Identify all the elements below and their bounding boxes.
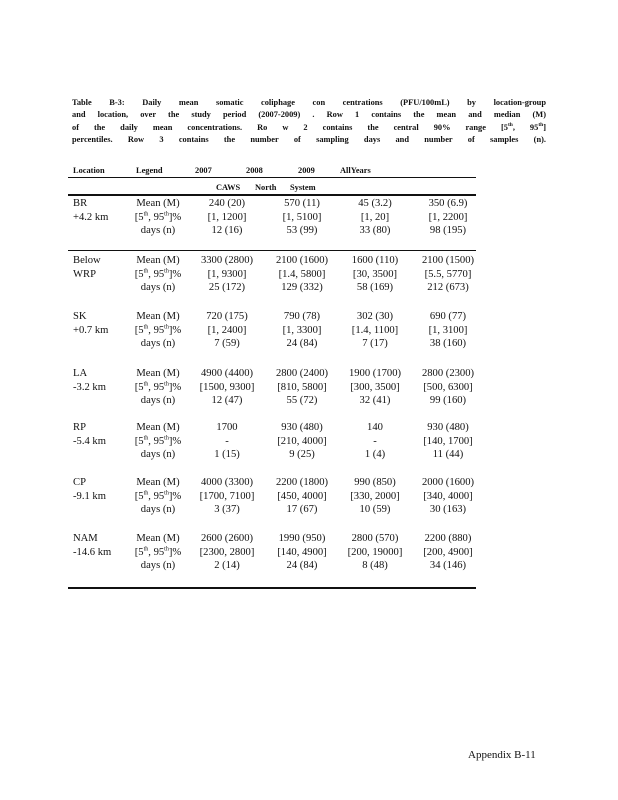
header-2008: 2008 <box>246 166 263 175</box>
mean-cell: 2800 (570) <box>351 533 399 544</box>
range-cell: [500, 6300] <box>423 381 473 393</box>
location-distance: +0.7 km <box>73 324 109 336</box>
legend-days: days (n) <box>140 395 176 406</box>
mean-cell: 1600 (110) <box>351 255 399 266</box>
table-row <box>70 324 476 338</box>
legend-pct-c: ]% <box>168 381 182 393</box>
location-distance: -3.2 km <box>73 381 106 393</box>
legend-percentile <box>122 435 194 449</box>
legend-pct-c: ]% <box>168 546 182 558</box>
location-block <box>70 367 476 408</box>
caption-line-3-end: ] <box>543 122 546 132</box>
range-cell: [210, 4000] <box>277 435 327 447</box>
range-cell: [140, 1700] <box>423 435 473 447</box>
caption-line-1: Table B-3: Daily mean somatic coliphage con centrations (PFU/100mL) by location-group <box>72 98 546 107</box>
table-row <box>70 310 476 324</box>
table-bottom-rule <box>68 587 476 589</box>
mean-cell: 2000 (1600) <box>421 477 475 488</box>
legend-sup: th <box>143 210 149 217</box>
table-row <box>70 337 476 351</box>
legend-sup: th <box>164 380 169 387</box>
legend-sup: th <box>143 323 149 330</box>
legend-days: days (n) <box>140 449 176 460</box>
legend-pct-c: ]% <box>168 324 182 336</box>
days-cell: 34 (146) <box>429 560 467 571</box>
range-cell: [1.4, 5800] <box>278 268 326 280</box>
legend-pct-c: ]% <box>168 268 182 280</box>
table-row <box>70 281 476 295</box>
days-cell: 12 (47) <box>211 395 243 406</box>
mean-cell: 790 (78) <box>283 311 321 322</box>
range-cell: [30, 3500] <box>352 268 398 280</box>
group-north: North <box>255 183 277 192</box>
legend-percentile <box>122 211 194 225</box>
table-row <box>70 490 476 504</box>
mean-cell: 140 <box>367 422 383 433</box>
days-cell: 8 (48) <box>362 560 388 571</box>
range-cell: [140, 4900] <box>277 546 327 558</box>
range-cell: [1, 3100] <box>428 324 468 336</box>
mean-cell: 1900 (1700) <box>348 368 402 379</box>
legend-percentile <box>122 490 194 504</box>
range-cell: [330, 2000] <box>350 490 400 502</box>
location-distance: -5.4 km <box>73 435 106 447</box>
legend-sup: th <box>164 267 169 274</box>
legend-sup: th <box>143 380 149 387</box>
legend-days: days (n) <box>140 504 176 515</box>
days-cell: 129 (332) <box>281 282 323 293</box>
legend-days: days (n) <box>140 282 176 293</box>
mean-cell: 2200 (880) <box>424 533 472 544</box>
range-cell: - <box>373 435 377 447</box>
legend-percentile <box>122 546 194 560</box>
table-caption <box>72 97 546 147</box>
days-cell: 10 (59) <box>359 504 391 515</box>
legend-pct-a: [5 <box>134 435 144 447</box>
days-cell: 53 (99) <box>286 225 318 236</box>
days-cell: 1 (4) <box>364 449 386 460</box>
legend-mean: Mean (M) <box>136 311 180 322</box>
range-cell: - <box>225 435 229 447</box>
caption-line-2: and location, over the study period (2007-2009) . Row 1 contains the mean and median (M) <box>72 110 546 120</box>
legend-mean: Mean (M) <box>136 477 180 488</box>
range-cell: [1, 9300] <box>207 268 247 280</box>
legend-pct-b: , 95 <box>148 546 165 558</box>
range-cell: [450, 4000] <box>277 490 327 502</box>
days-cell: 2 (14) <box>214 560 240 571</box>
location-distance: WRP <box>73 268 96 280</box>
caption-line-3-mid: , 95 <box>512 122 539 132</box>
header-location: Location <box>73 166 105 175</box>
mean-cell: 2100 (1500) <box>421 255 475 266</box>
legend-days: days (n) <box>140 225 176 236</box>
table-row <box>70 532 476 546</box>
days-cell: 25 (172) <box>208 282 246 293</box>
caption-sup-95th: th <box>538 122 544 129</box>
table-row <box>70 448 476 462</box>
location-block <box>70 476 476 517</box>
mean-cell: 4900 (4400) <box>200 368 254 379</box>
days-cell: 9 (25) <box>289 449 315 460</box>
range-cell: [1500, 9300] <box>199 381 255 393</box>
legend-mean: Mean (M) <box>136 422 180 433</box>
caption-line-4: percentiles. Row 3 contains the number of sampling days and number of samples (n). <box>72 135 546 145</box>
days-cell: 11 (44) <box>432 449 464 460</box>
days-cell: 7 (59) <box>214 338 240 349</box>
days-cell: 17 (67) <box>286 504 318 515</box>
legend-sup: th <box>143 267 149 274</box>
mean-cell: 2100 (1600) <box>275 255 329 266</box>
mean-cell: 930 (480) <box>427 422 469 433</box>
mean-cell: 4000 (3300) <box>200 477 254 488</box>
location-name: LA <box>73 368 88 379</box>
location-block <box>70 421 476 462</box>
range-cell: [1, 5100] <box>282 211 322 223</box>
legend-mean: Mean (M) <box>136 255 180 266</box>
legend-sup: th <box>164 489 169 496</box>
table-row <box>70 381 476 395</box>
legend-sup: th <box>164 545 169 552</box>
days-cell: 32 (41) <box>359 395 391 406</box>
caption-sup-5th: th <box>507 122 513 129</box>
table-row <box>70 394 476 408</box>
days-cell: 55 (72) <box>286 395 318 406</box>
days-cell: 212 (673) <box>427 282 469 293</box>
legend-mean: Mean (M) <box>136 368 180 379</box>
table-row <box>70 367 476 381</box>
location-name: NAM <box>73 533 98 544</box>
mean-cell: 3300 (2800) <box>200 255 254 266</box>
legend-pct-b: , 95 <box>148 435 165 447</box>
legend-days: days (n) <box>140 560 176 571</box>
caption-line-3 <box>72 122 546 134</box>
days-cell: 33 (80) <box>359 225 391 236</box>
range-cell: [340, 4000] <box>423 490 473 502</box>
legend-sup: th <box>143 545 149 552</box>
mean-cell: 2800 (2400) <box>275 368 329 379</box>
location-block <box>70 310 476 351</box>
mean-cell: 2800 (2300) <box>421 368 475 379</box>
legend-percentile <box>122 381 194 395</box>
caption-line-3-text: of the daily mean concentrations. Ro w 2 contains the central 90% range [5 <box>72 122 508 132</box>
legend-mean: Mean (M) <box>136 198 180 209</box>
legend-pct-a: [5 <box>134 381 144 393</box>
location-block <box>70 197 476 238</box>
mean-cell: 720 (175) <box>206 311 248 322</box>
mean-cell: 990 (850) <box>354 477 396 488</box>
mean-cell: 2200 (1800) <box>275 477 329 488</box>
range-cell: [5.5, 5770] <box>424 268 472 280</box>
mean-cell: 2600 (2600) <box>200 533 254 544</box>
legend-mean: Mean (M) <box>136 533 180 544</box>
legend-pct-a: [5 <box>134 546 144 558</box>
range-cell: [1, 2200] <box>428 211 468 223</box>
table-row <box>70 503 476 517</box>
group-system: System <box>290 183 316 192</box>
header-2009: 2009 <box>298 166 315 175</box>
table-row <box>70 224 476 238</box>
table-row <box>70 254 476 268</box>
table-row <box>70 268 476 282</box>
legend-pct-a: [5 <box>134 211 144 223</box>
days-cell: 7 (17) <box>362 338 388 349</box>
legend-percentile <box>122 268 194 282</box>
mean-cell: 302 (30) <box>356 311 394 322</box>
range-cell: [200, 4900] <box>423 546 473 558</box>
legend-pct-b: , 95 <box>148 324 165 336</box>
location-block <box>70 532 476 573</box>
legend-pct-b: , 95 <box>148 268 165 280</box>
header-2007: 2007 <box>195 166 212 175</box>
group-caws: CAWS <box>216 183 241 192</box>
range-cell: [810, 5800] <box>277 381 327 393</box>
legend-sup: th <box>143 434 149 441</box>
table-row <box>70 421 476 435</box>
location-name: RP <box>73 422 86 433</box>
location-name: BR <box>73 198 88 209</box>
days-cell: 98 (195) <box>429 225 467 236</box>
range-cell: [1, 2400] <box>207 324 247 336</box>
days-cell: 24 (84) <box>286 560 318 571</box>
mean-cell: 45 (3.2) <box>358 198 392 209</box>
page-footer: Appendix B-11 <box>468 749 536 761</box>
days-cell: 3 (37) <box>214 504 240 515</box>
legend-pct-c: ]% <box>168 211 182 223</box>
location-distance: +4.2 km <box>73 211 109 223</box>
mean-cell: 570 (11) <box>284 198 320 209</box>
legend-percentile <box>122 324 194 338</box>
table-row <box>70 197 476 211</box>
location-name: CP <box>73 477 86 488</box>
days-cell: 1 (15) <box>214 449 240 460</box>
legend-pct-b: , 95 <box>148 211 165 223</box>
table-row <box>70 546 476 560</box>
range-cell: [200, 19000] <box>347 546 403 558</box>
mean-cell: 690 (77) <box>429 311 467 322</box>
range-cell: [1.4, 1100] <box>351 324 399 336</box>
location-distance: -14.6 km <box>73 546 112 558</box>
legend-sup: th <box>143 489 149 496</box>
mean-cell: 1990 (950) <box>278 533 326 544</box>
legend-pct-b: , 95 <box>148 490 165 502</box>
legend-pct-c: ]% <box>168 490 182 502</box>
range-cell: [2300, 2800] <box>199 546 255 558</box>
mean-cell: 350 (6.9) <box>428 198 468 209</box>
header-legend: Legend <box>136 166 163 175</box>
table-row <box>70 211 476 225</box>
mean-cell: 930 (480) <box>281 422 323 433</box>
legend-days: days (n) <box>140 338 176 349</box>
days-cell: 12 (16) <box>211 225 243 236</box>
legend-pct-c: ]% <box>168 435 182 447</box>
days-cell: 30 (163) <box>429 504 467 515</box>
legend-pct-a: [5 <box>134 490 144 502</box>
legend-sup: th <box>164 323 169 330</box>
legend-pct-a: [5 <box>134 268 144 280</box>
legend-sup: th <box>164 210 169 217</box>
range-cell: [1700, 7100] <box>199 490 255 502</box>
table-row <box>70 435 476 449</box>
table-row <box>70 476 476 490</box>
legend-pct-b: , 95 <box>148 381 165 393</box>
legend-pct-a: [5 <box>134 324 144 336</box>
location-name: Below <box>73 255 101 266</box>
group-rule <box>68 194 476 196</box>
mean-cell: 240 (20) <box>208 198 246 209</box>
range-cell: [1, 1200] <box>207 211 247 223</box>
location-distance: -9.1 km <box>73 490 106 502</box>
header-all-years: AllYears <box>340 166 371 175</box>
range-cell: [1, 3300] <box>282 324 322 336</box>
table-row <box>70 559 476 573</box>
days-cell: 38 (160) <box>429 338 467 349</box>
legend-sup: th <box>164 434 169 441</box>
range-cell: [300, 3500] <box>350 381 400 393</box>
location-name: SK <box>73 311 87 322</box>
location-block <box>70 254 476 295</box>
range-cell: [1, 20] <box>360 211 390 223</box>
mean-cell: 1700 <box>216 422 238 433</box>
days-cell: 58 (169) <box>356 282 394 293</box>
days-cell: 24 (84) <box>286 338 318 349</box>
days-cell: 99 (160) <box>429 395 467 406</box>
header-rule <box>68 177 476 178</box>
block-separator-rule <box>68 250 476 251</box>
